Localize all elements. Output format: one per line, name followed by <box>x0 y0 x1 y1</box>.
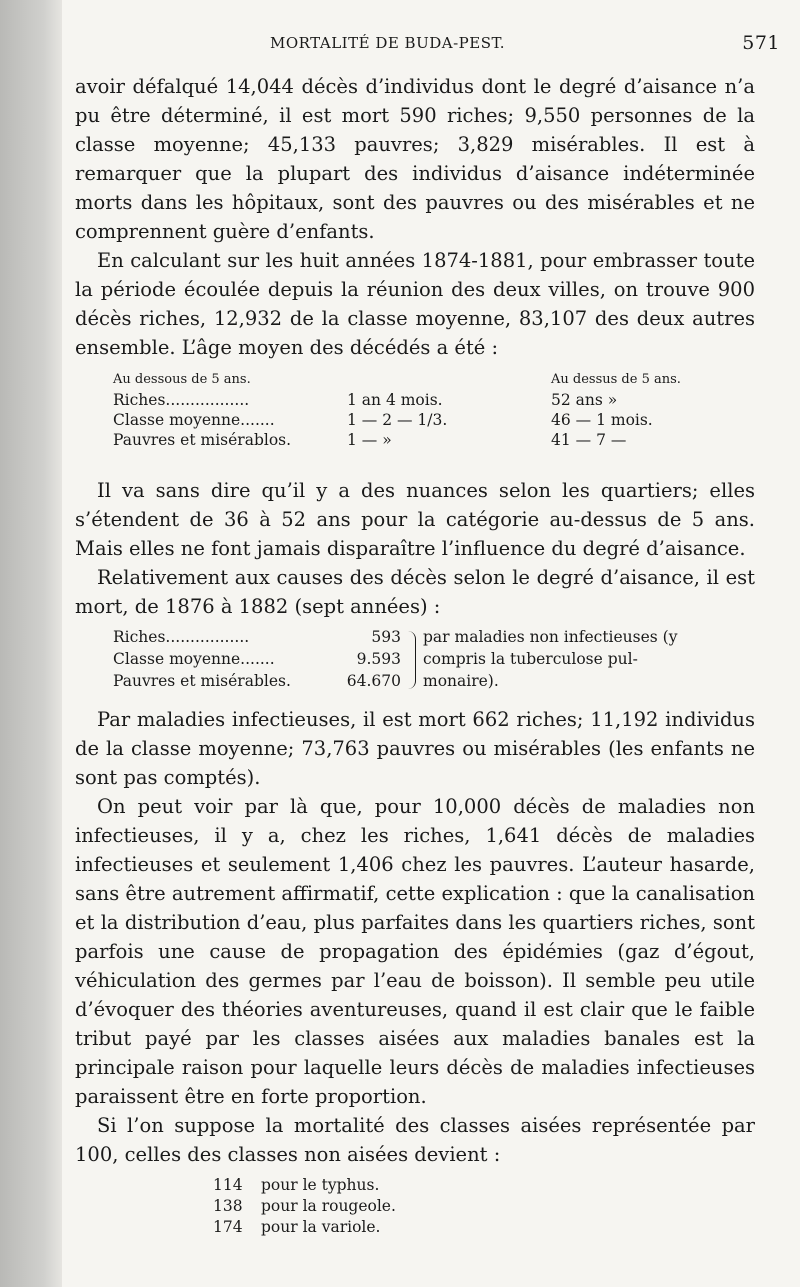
header-over-5: Au dessus de 5 ans. <box>551 372 681 387</box>
table-row <box>75 1217 755 1238</box>
paragraph-7: Si l’on suppose la mortalité des classes aisées représentée par 100, celles des classes non aisées devient : <box>75 1114 755 1166</box>
row-label: Pauvres et misérables. <box>113 672 291 690</box>
body-text <box>75 72 755 1238</box>
row-label: Riches................. <box>113 628 250 646</box>
under-5-value: 1 — » <box>347 431 392 449</box>
ratio-value: 138 <box>213 1197 243 1215</box>
cause-table <box>75 627 755 693</box>
page-number: 571 <box>742 32 780 54</box>
curly-brace <box>407 631 416 689</box>
row-label: Pauvres et misérablos. <box>113 431 292 449</box>
paragraph-1: avoir défalqué 14,044 décès d’individus dont le degré d’aisance n’a pu être déterminé, il est mort 590 riches; 9,550 personnes de la classe moyenne; 45,133 pauvres; 3,829 misérables. Il est à remarquer que la plupart des individus d’aisance indéterminée morts dans les hôpitaux, sont des pauvres ou des misérables et ne comprennent guère d’enfants. <box>75 75 755 243</box>
paragraph-5: Par maladies infectieuses, il est mort 662 riches; 11,192 individus de la classe moyenne; 73,763 pauvres ou misérables (les enfants ne sont pas comptés). <box>75 708 755 789</box>
ratio-label: pour la rougeole. <box>261 1197 396 1215</box>
age-table-header <box>75 370 755 390</box>
table-row <box>75 1196 755 1217</box>
table-row <box>75 410 755 430</box>
row-label: Classe moyenne....... <box>113 650 275 668</box>
row-value: 593 <box>371 628 401 646</box>
table-row <box>75 1175 755 1196</box>
paragraph-4: Relativement aux causes des décès selon le degré d’aisance, il est mort, de 1876 à 1882 (sept années) : <box>75 566 755 618</box>
row-value: 64.670 <box>346 672 401 690</box>
header-under-5: Au dessous de 5 ans. <box>113 372 251 387</box>
table-row <box>75 390 755 410</box>
note-line: par maladies non infectieuses (y <box>423 628 678 646</box>
row-label: Riches................. <box>113 391 250 409</box>
ratio-label: pour le typhus. <box>261 1176 380 1194</box>
over-5-value: 46 — 1 mois. <box>551 411 653 429</box>
over-5-value: 52 ans » <box>551 391 618 409</box>
paragraph-2: En calculant sur les huit années 1874-1881, pour embrasser toute la période écoulée depuis la réunion des deux villes, on trouve 900 décès riches, 12,932 de la classe moyenne, 83,107 des deux autres ensemble. L’âge moyen des décédés a été : <box>75 249 755 359</box>
under-5-value: 1 — 2 — 1/3. <box>347 411 448 429</box>
under-5-value: 1 an 4 mois. <box>347 391 443 409</box>
over-5-value: 41 — 7 — <box>551 431 627 449</box>
note-line: compris la tuberculose pul- <box>423 650 638 668</box>
paragraph-6: On peut voir par là que, pour 10,000 décès de maladies non infectieuses, il y a, chez les riches, 1,641 décès de maladies infectieuses et seulement 1,406 chez les pauvres. L’auteur hasarde, sans être autrement affirmatif, cette explication : que la canalisation et la distribution d’eau, plus parfaites dans les quartiers riches, sont parfois une cause de propagation des épidémies (gaz d’égout, véhiculation des germes par l’eau de boisson). Il semble peu utile d’évoquer des théories aventureuses, quand il est clair que le faible tribut payé par les classes aisées aux maladies banales est la principale raison pour laquelle leurs décès de maladies infectieuses paraissent être en forte proportion. <box>75 795 755 1108</box>
ratio-label: pour la variole. <box>261 1218 381 1236</box>
row-value: 9.593 <box>356 650 401 668</box>
ratio-value: 174 <box>213 1218 243 1236</box>
note-line: monaire). <box>423 672 499 690</box>
page-gutter-shadow <box>0 0 62 1287</box>
ratio-value: 114 <box>213 1176 243 1194</box>
paragraph-3: Il va sans dire qu’il y a des nuances selon les quartiers; elles s’étendent de 36 à 52 ans pour la catégorie au-dessus de 5 ans. Mais elles ne font jamais disparaître l’influence du degré d’aisance. <box>75 479 755 560</box>
ratio-table <box>75 1175 755 1238</box>
row-label: Classe moyenne....... <box>113 411 275 429</box>
age-table <box>75 370 755 456</box>
table-row <box>75 430 755 450</box>
running-title: MORTALITÉ DE BUDA-PEST. <box>270 34 506 52</box>
